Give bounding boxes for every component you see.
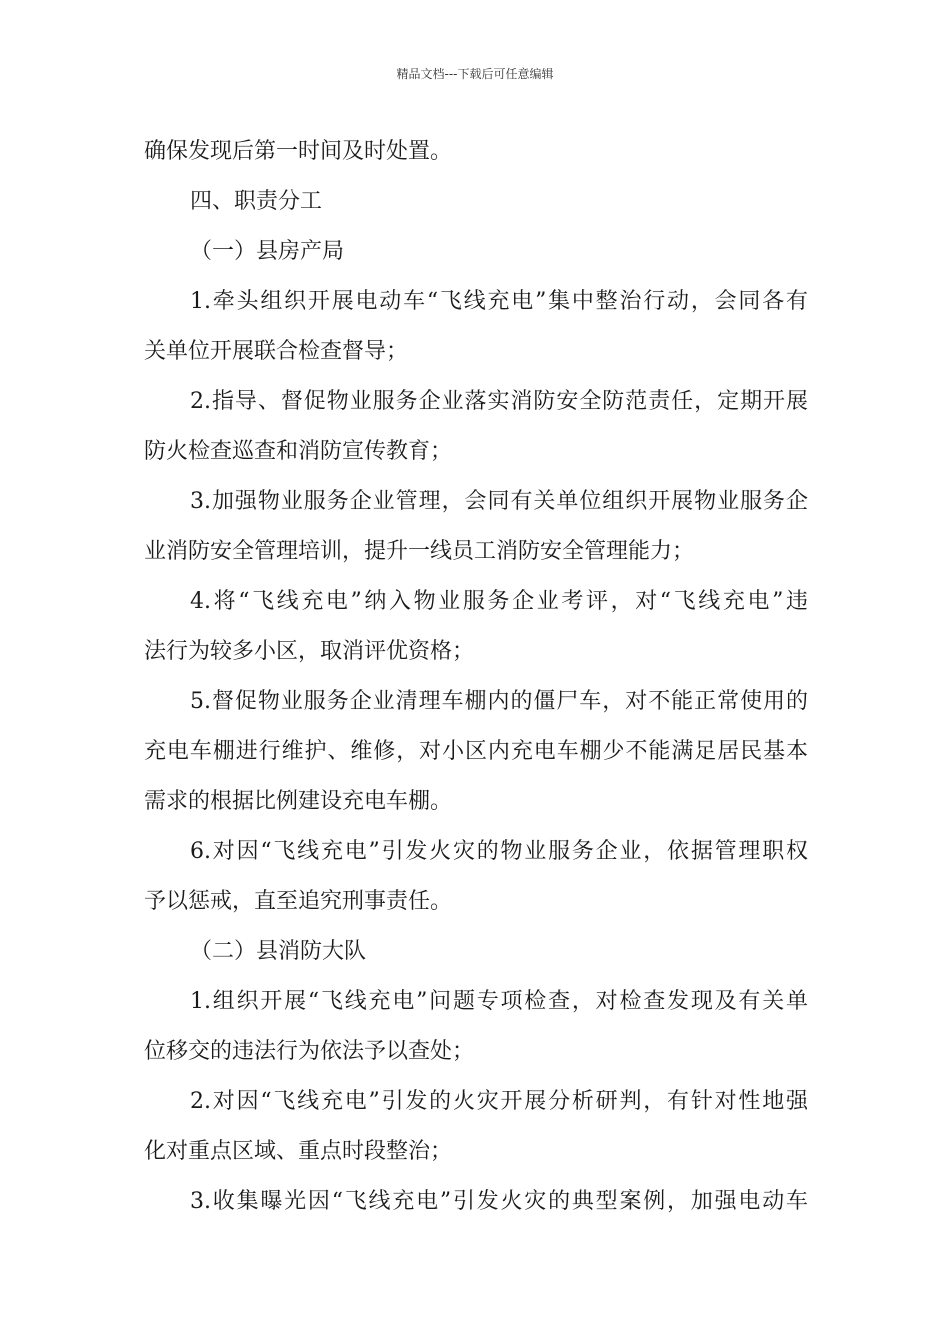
text-line: 化对重点区域、重点时段整治； xyxy=(144,1139,453,1164)
text-line: 需求的根据比例建设充电车棚。 xyxy=(144,789,453,814)
text-line: 业消防安全管理培训，提升一线员工消防安全管理能力； xyxy=(144,539,695,564)
text-line: 确保发现后第一时间及时处置。 xyxy=(144,139,453,164)
text-line: 4.将“飞线充电”纳入物业服务企业考评，对“飞线充电”违 xyxy=(190,589,808,614)
subsection-heading: （一）县房产局 xyxy=(190,239,345,264)
text-line: 2.指导、督促物业服务企业落实消防安全防范责任，定期开展 xyxy=(190,389,808,414)
text-line: 2.对因“飞线充电”引发的火灾开展分析研判，有针对性地强 xyxy=(190,1089,808,1114)
text-line: 5.督促物业服务企业清理车棚内的僵尸车，对不能正常使用的 xyxy=(190,689,808,714)
text-line: 1.组织开展“飞线充电”问题专项检查，对检查发现及有关单 xyxy=(190,989,808,1014)
section-heading: 四、职责分工 xyxy=(190,189,323,214)
text-line: 法行为较多小区，取消评优资格； xyxy=(144,639,475,664)
text-line: 防火检查巡查和消防宣传教育； xyxy=(144,439,453,464)
text-line: 位移交的违法行为依法予以查处； xyxy=(144,1039,475,1064)
text-line: 充电车棚进行维护、维修，对小区内充电车棚少不能满足居民基本 xyxy=(144,739,808,764)
text-line: 3.收集曝光因“飞线充电”引发火灾的典型案例，加强电动车 xyxy=(190,1189,808,1214)
text-line: 关单位开展联合检查督导； xyxy=(144,339,409,364)
text-line: 1.牵头组织开展电动车“飞线充电”集中整治行动，会同各有 xyxy=(190,289,808,314)
page-header: 精品文档---下载后可任意编辑 xyxy=(396,67,554,81)
text-line: 3.加强物业服务企业管理，会同有关单位组织开展物业服务企 xyxy=(190,489,808,514)
document-body xyxy=(144,127,808,1227)
text-line: 6.对因“飞线充电”引发火灾的物业服务企业，依据管理职权 xyxy=(190,839,808,864)
subsection-heading: （二）县消防大队 xyxy=(190,939,367,964)
text-line: 予以惩戒，直至追究刑事责任。 xyxy=(144,889,453,914)
